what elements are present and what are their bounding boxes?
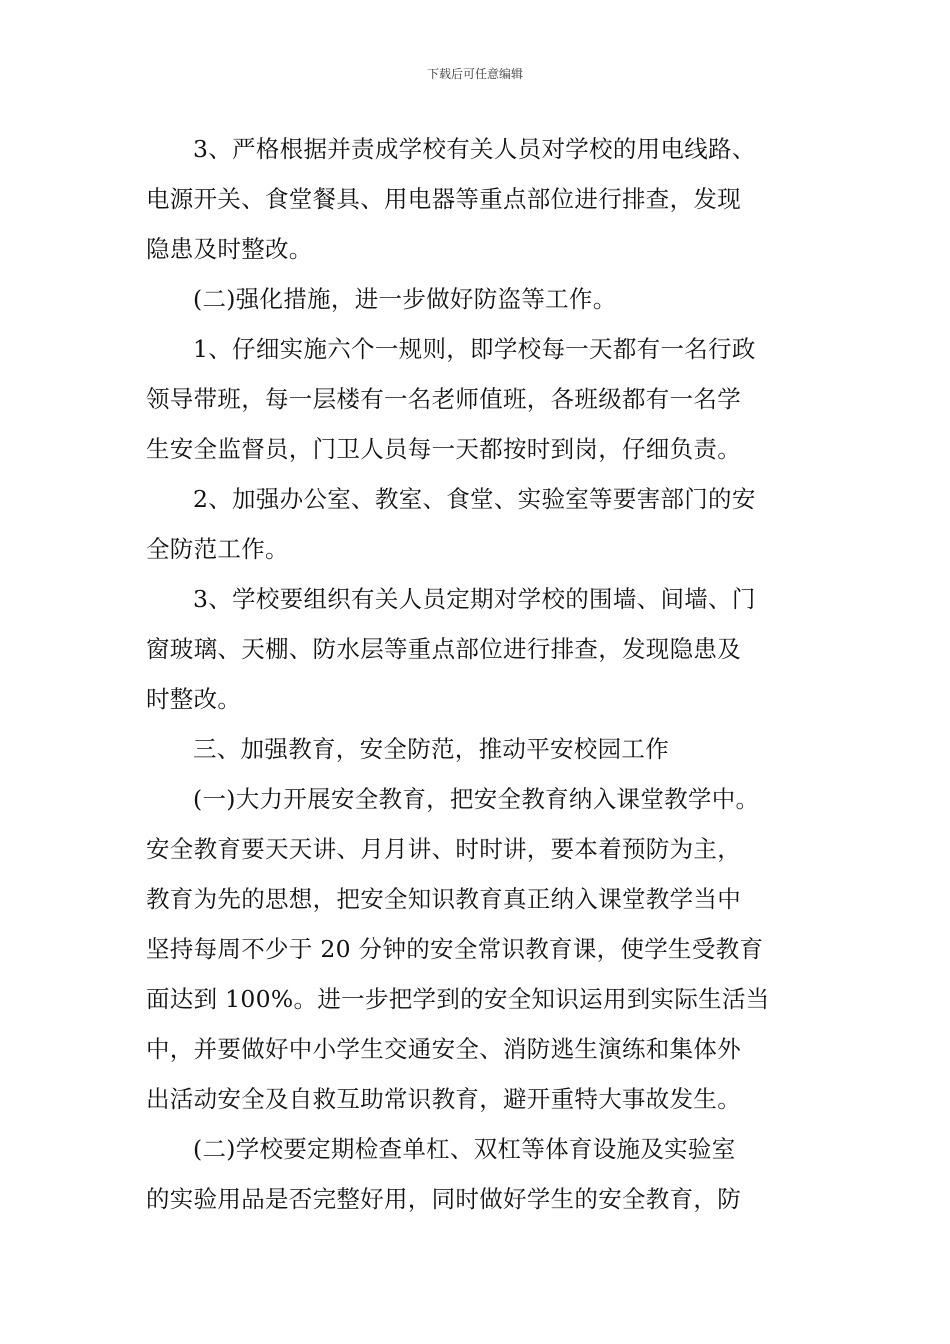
paragraph-line: 教育为先的思想，把安全知识教育真正纳入课堂教学当中: [146, 885, 741, 913]
paragraph-line: 生安全监督员，门卫人员每一天都按时到岗，仔细负责。: [146, 435, 741, 463]
paragraph-line: 全防范工作。: [146, 535, 289, 563]
paragraph-line: 2、加强办公室、教室、食堂、实验室等要害部门的安: [193, 485, 756, 513]
paragraph-line: 领导带班，每一层楼有一名老师值班，各班级都有一名学: [146, 385, 741, 413]
paragraph-line: 隐患及时整改。: [146, 235, 313, 263]
section-heading-line: 三、加强教育，安全防范，推动平安校园工作: [193, 735, 669, 763]
paragraph-line: (二)学校要定期检查单杠、双杠等体育设施及实验室: [193, 1135, 736, 1163]
paragraph-line: 窗玻璃、天棚、防水层等重点部位进行排查，发现隐患及: [146, 635, 741, 663]
paragraph-line: 3、严格根据并责成学校有关人员对学校的用电线路、: [193, 135, 756, 163]
paragraph-line: 1、仔细实施六个一规则，即学校每一天都有一名行政: [193, 335, 756, 363]
paragraph-line: 中，并要做好中小学生交通安全、消防逃生演练和集体外: [146, 1035, 741, 1063]
document-body: [146, 124, 808, 1224]
paragraph-line: 电源开关、食堂餐具、用电器等重点部位进行排查，发现: [146, 185, 741, 213]
paragraph-line: 坚持每周不少于 20 分钟的安全常识教育课，使学生受教育: [146, 935, 764, 963]
paragraph-line: 3、学校要组织有关人员定期对学校的围墙、间墙、门: [193, 585, 756, 613]
paragraph-line: 安全教育要天天讲、月月讲、时时讲，要本着预防为主，: [146, 835, 741, 863]
paragraph-line: 出活动安全及自救互助常识教育，避开重特大事故发生。: [146, 1085, 741, 1113]
paragraph-line: 面达到 100%。进一步把学到的安全知识运用到实际生活当: [146, 985, 770, 1013]
page-header: 下载后可任意编辑: [426, 67, 523, 81]
paragraph-line: 时整改。: [146, 685, 242, 713]
paragraph-line: 的实验用品是否完整好用，同时做好学生的安全教育，防: [146, 1185, 741, 1213]
paragraph-line: (一)大力开展安全教育，把安全教育纳入课堂教学中。: [193, 785, 760, 813]
section-heading-line: (二)强化措施，进一步做好防盗等工作。: [193, 285, 617, 313]
